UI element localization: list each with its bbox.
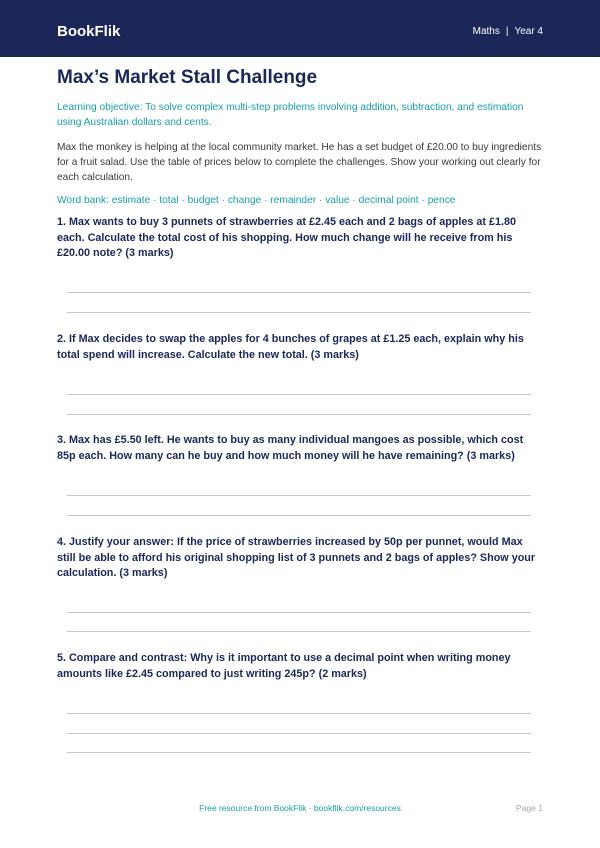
footer-credit-link[interactable]: Free resource from BookFlik · bookflik.com/resources [199,803,401,813]
answer-line[interactable] [67,752,531,753]
breadcrumb-year: Year 4 [514,26,543,37]
answer-line[interactable] [67,612,531,613]
answer-line[interactable] [67,515,531,516]
page-title: Max’s Market Stall Challenge [57,67,318,88]
breadcrumb-subject: Maths [472,26,500,37]
intro-paragraph: Max the monkey is helping at the local community market. He has a set budget of £20.00 to buy ingredients for a fruit salad. Use the table of prices below to complete the challenges. Show your working out clearly for each calculation. [57,142,542,183]
question-4 [57,535,543,582]
answer-line[interactable] [67,292,531,293]
answer-line[interactable] [67,733,531,734]
page-header [0,0,600,57]
brand-logo[interactable]: BookFlik [57,23,121,40]
answer-line[interactable] [67,713,531,714]
breadcrumb-separator: | [505,26,509,37]
word-bank: Word bank: estimate · total · budget · change · remainder · value · decimal point · pence [57,195,456,206]
breadcrumb [473,25,543,39]
question-text: 3. Max has £5.50 left. He wants to buy as many individual mangoes as possible, which cost 85p each. How many can he buy and how much money will he have remaining? (3 marks) [57,434,524,462]
question-5 [57,651,543,682]
question-text: 5. Compare and contrast: Why is it important to use a decimal point when writing money amounts like £2.45 compared to just writing 245p? (2 marks) [57,652,511,680]
answer-line[interactable] [67,312,531,313]
learning-objective: Learning objective: To solve complex multi-step problems involving addition, subtraction, and estimation using Australian dollars and cents. [57,102,524,128]
page-number: Page 1 [516,803,543,813]
question-2 [57,332,543,363]
answer-line[interactable] [67,495,531,496]
question-text: 2. If Max decides to swap the apples for 4 bunches of grapes at £1.25 each, explain why his total spend will increase. Calculate the new total. (3 marks) [57,333,524,361]
answer-line[interactable] [67,394,531,395]
question-text: 1. Max wants to buy 3 punnets of strawberries at £2.45 each and 2 bags of apples at £1.80 each. Calculate the total cost of his shopping. How much change will he receive from his £20.00 note? (3 marks) [57,216,517,259]
answer-line[interactable] [67,631,531,632]
question-3 [57,433,543,464]
answer-line[interactable] [67,414,531,415]
question-1 [57,215,543,262]
question-text: 4. Justify your answer: If the price of strawberries increased by 50p per punnet, would Max still be able to afford his original shopping list of 3 punnets and 2 bags of apples? Show your calculation. (3 marks) [57,536,536,579]
worksheet-intro [57,66,543,208]
